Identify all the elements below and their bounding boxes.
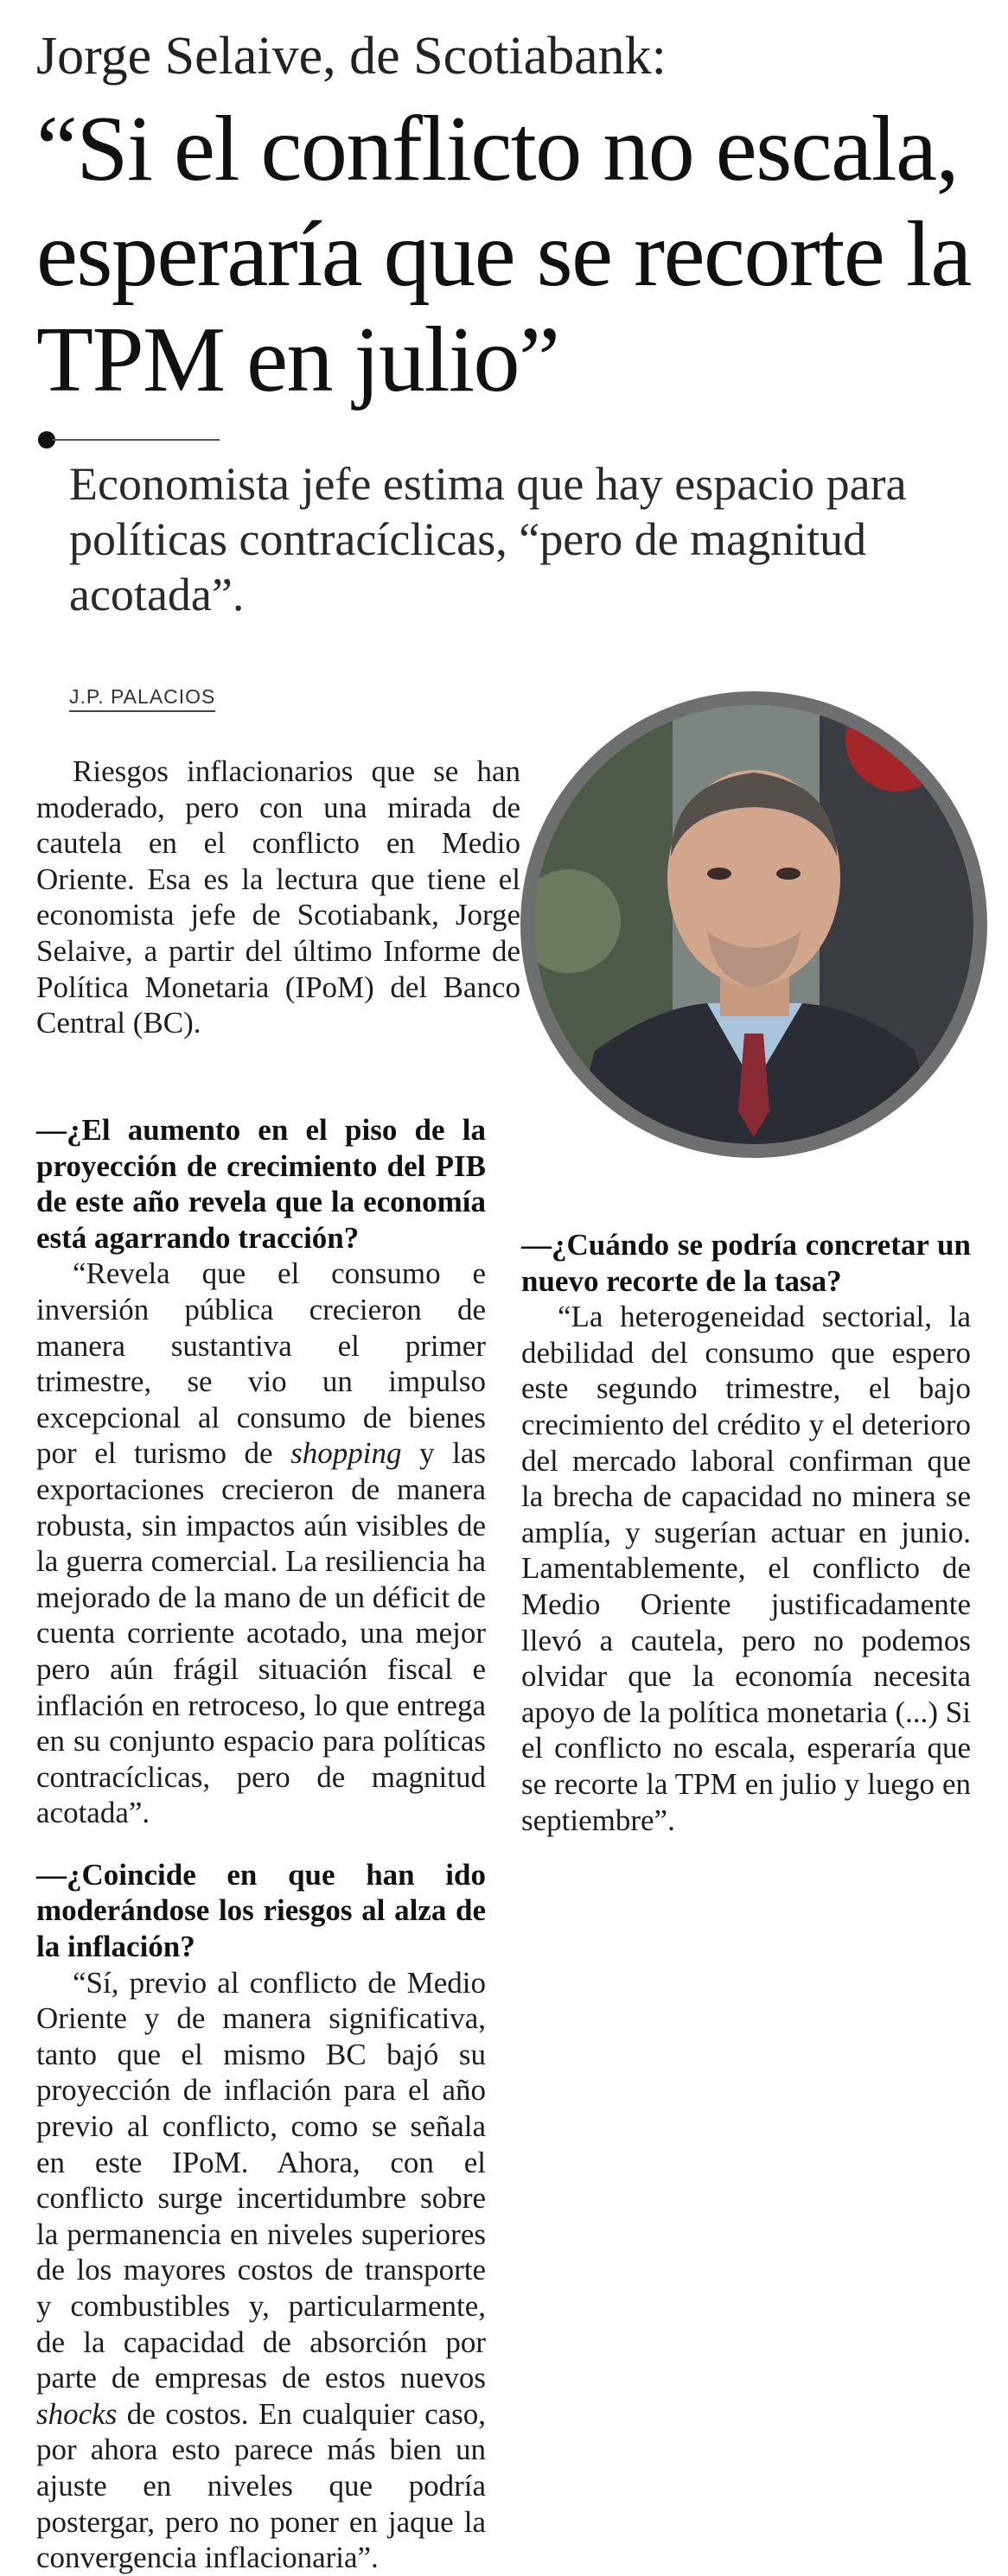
portrait-illustration	[534, 705, 973, 1144]
answer-1	[36, 1256, 486, 1831]
article-column-1	[36, 1112, 486, 2576]
question-3: —¿Cuándo se podría concretar un nuevo recorte de la tasa?	[521, 1228, 971, 1298]
article-lead	[36, 754, 520, 1041]
article-deck: Economista jefe estima que hay espacio para políticas contracíclicas, “pero de magnitud acotada”.	[69, 458, 907, 620]
question-2: —¿Coincide en que han ido moderándose los riesgos al alza de la inflación?	[36, 1857, 486, 1964]
article-column-2	[521, 1227, 971, 1838]
answer-2-italic: shocks	[36, 2396, 118, 2431]
answer-2	[36, 1965, 486, 2576]
answer-3: “La heterogeneidad sectorial, la debilidad del consumo que espero este segundo trimestre, el bajo crecimiento del crédito y el deterioro del mercado laboral confirman que la brecha de capacidad no minera se amplía, y sugerían actuar en junio. Lamentablemente, el conflicto de Medio Oriente justificadamente llevó a cautela, pero no podemos olvidar que la economía necesita apoyo de la política monetaria (...) Si el conflicto no escala, esperaría que se recorte la TPM en julio y luego en septiembre”.	[521, 1300, 971, 1837]
answer-2-part-2: de costos. En cualquier caso, por ahora esto parece más bien un ajuste en niveles que podría postergar, pero no poner en jaque la convergencia inflacionaria”.	[36, 2396, 487, 2575]
article-headline: “Si el conflicto no escala, esperaría que se recorte la TPM en julio”	[36, 98, 971, 411]
answer-2-part-1: “Sí, previo al conflicto de Medio Oriente y de manera significativa, tanto que el mismo BC bajó su proyección de inflación para el año previo al conflicto, como se señala en este IPoM. Ahora, con el conflicto surge incertidumbre sobre la permanencia en niveles superiores de los mayores costos de transporte y combustibles y, particularmente, de la capacidad de absorción por parte de empresas de estos nuevos	[36, 1965, 486, 2395]
article-kicker: Jorge Selaive, de Scotiabank:	[36, 27, 667, 86]
answer-1-part-1: “Revela que el consumo e inversión pública crecieron de manera sustantiva el primer trimestre, se vio un impulso excepcional al consumo de bienes por el turismo de	[36, 1256, 486, 1471]
question-1: —¿El aumento en el piso de la proyección de crecimiento del PIB de este año revela que la economía está agarrando tracción?	[36, 1113, 486, 1255]
answer-1-italic: shopping	[290, 1436, 402, 1471]
byline: J.P. PALACIOS	[69, 685, 215, 712]
portrait-photo	[520, 691, 987, 1158]
answer-1-part-2: y las exportaciones crecieron de manera robusta, sin impactos aún visibles de la guerra comercial. La resiliencia ha mejorado de la mano de un déficit de cuenta corriente acotado, una mejor pero aún frágil situación fiscal e inflación en retroceso, lo que entrega en su conjunto espacio para políticas contracíclicas, pero de magnitud acotada”.	[36, 1436, 486, 1830]
divider-line	[52, 439, 220, 441]
lead-paragraph: Riesgos inflacionarios que se han moderado, pero con una mirada de cautela en el conflicto en Medio Oriente. Esa es la lectura que tiene el economista jefe de Scotiabank, Jorge Selaive, a partir del último Informe de Política Monetaria (IPoM) del Banco Central (BC).	[36, 754, 520, 1040]
